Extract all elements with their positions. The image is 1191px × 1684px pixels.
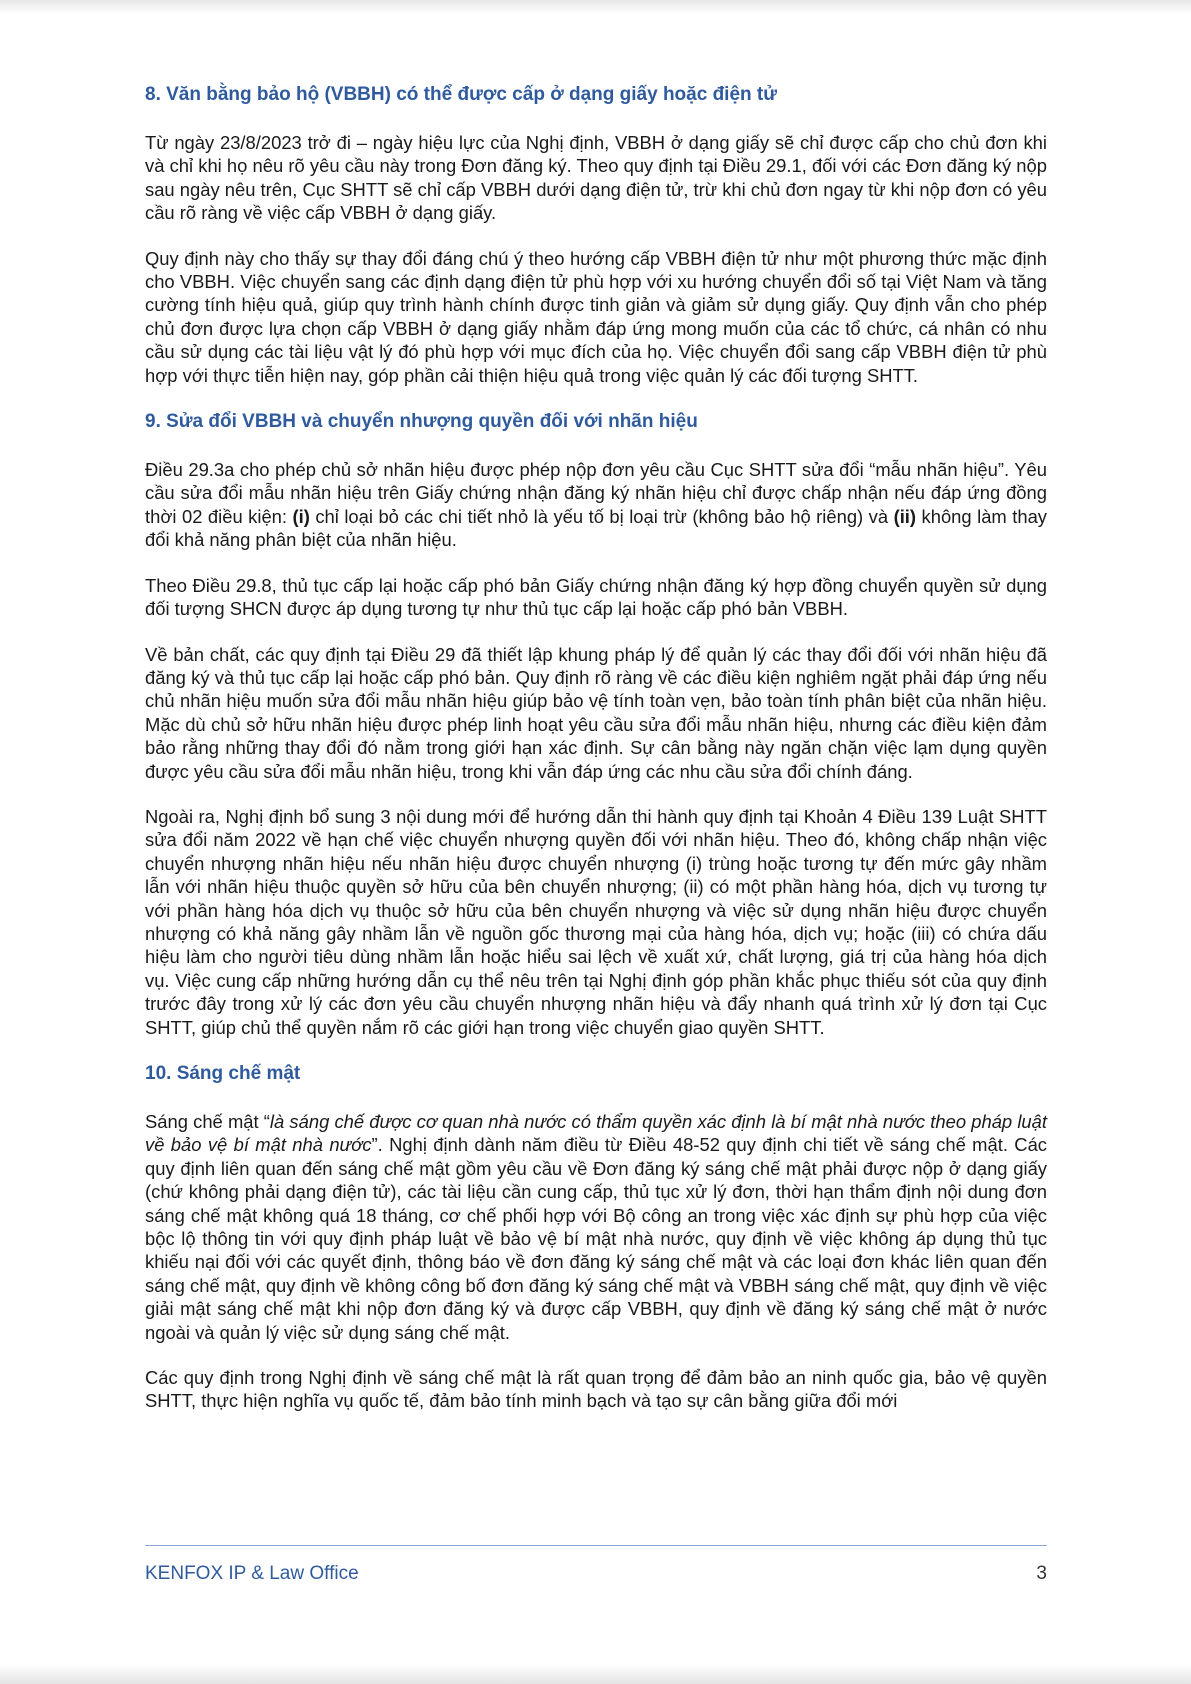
section-9-p1-text-c: chỉ loại bỏ các chi tiết nhỏ là yếu tố bị loại trừ (không bảo hộ riêng) và (309, 505, 894, 527)
section-10-paragraph-1 (145, 1110, 1047, 1344)
section-9-paragraph-3: Về bản chất, các quy định tại Điều 29 đã thiết lập khung pháp lý để quản lý các thay đổi đối với nhãn hiệu đã đăng ký và thủ tục cấp lại hoặc cấp phó bản. Quy định rõ ràng về các điều kiện nghiêm ngặt phải đáp ứng nếu chủ nhãn hiệu muốn sửa đổi mẫu nhãn hiệu giúp bảo vệ tính toàn vẹn, bảo toàn tính phân biệt của nhãn hiệu. Mặc dù chủ sở hữu nhãn hiệu được phép linh hoạt yêu cầu sửa đổi mẫu nhãn hiệu, nhưng các điều kiện đảm bảo rằng những thay đổi đó nằm trong giới hạn xác định. Sự cân bằng này ngăn chặn việc lạm dụng quyền được yêu cầu sửa đổi mẫu nhãn hiệu, trong khi vẫn đáp ứng các nhu cầu sửa đổi chính đáng. (145, 643, 1047, 782)
page-bottom-shadow (0, 1664, 1191, 1684)
section-10-p1-italic-definition: là sáng chế được cơ quan nhà nước có thẩm quyền xác định là bí mật nhà nước theo pháp luật về bảo vệ bí mật nhà nước (145, 1111, 1047, 1156)
section-8-heading: 8. Văn bằng bảo hộ (VBBH) có thể được cấp ở dạng giấy hoặc điện tử (145, 84, 777, 105)
section-9-p1-bold-i: (i) (292, 505, 310, 527)
section-9-p1-text-a: Điều 29.3a cho phép chủ sở nhãn hiệu được phép nộp đơn yêu cầu Cục SHTT sửa đổi “mẫu nhãn hiệu”. Yêu cầu sửa đổi mẫu nhãn hiệu trên Giấy chứng nhận đăng ký nhãn hiệu chỉ được chấp nhận nếu đáp ứng đồng thời 02 điều kiện: (145, 459, 1047, 527)
section-9-paragraph-1 (145, 458, 1047, 552)
footer-company-name: KENFOX IP & Law Office (145, 1563, 359, 1584)
footer-divider (145, 1545, 1047, 1546)
page-top-shadow (0, 0, 1191, 14)
section-9-p1-bold-ii: (ii) (893, 505, 917, 527)
section-9-paragraph-2: Theo Điều 29.8, thủ tục cấp lại hoặc cấp phó bản Giấy chứng nhận đăng ký hợp đồng chuyển quyền sử dụng đối tượng SHCN được áp dụng tương tự như thủ tục cấp lại hoặc cấp phó bản VBBH. (145, 574, 1047, 620)
section-8-paragraph-1: Từ ngày 23/8/2023 trở đi – ngày hiệu lực của Nghị định, VBBH ở dạng giấy sẽ chỉ được cấp cho chủ đơn khi và chỉ khi họ nêu rõ yêu cầu này trong Đơn đăng ký. Theo quy định tại Điều 29.1, đối với các Đơn đăng ký nộp sau ngày nêu trên, Cục SHTT sẽ chỉ cấp VBBH dưới dạng điện tử, trừ khi chủ đơn ngay từ khi nộp đơn có yêu cầu rõ ràng về việc cấp VBBH ở dạng giấy. (145, 132, 1047, 224)
footer-page-number: 3 (1036, 1563, 1047, 1584)
section-10-paragraph-2: Các quy định trong Nghị định về sáng chế mật là rất quan trọng để đảm bảo an ninh quốc gia, bảo vệ quyền SHTT, thực hiện nghĩa vụ quốc tế, đảm bảo tính minh bạch và tạo sự cân bằng giữa đổi mới (145, 1367, 1047, 1412)
section-10-heading: 10. Sáng chế mật (145, 1063, 301, 1084)
section-9-p1-text-e: không làm thay đổi khả năng phân biệt của nhãn hiệu. (145, 505, 1047, 551)
section-9-heading: 9. Sửa đổi VBBH và chuyển nhượng quyền đối với nhãn hiệu (145, 411, 698, 433)
page-content (145, 82, 1047, 1435)
section-8-paragraph-2: Quy định này cho thấy sự thay đổi đáng chú ý theo hướng cấp VBBH điện tử như một phương thức mặc định cho VBBH. Việc chuyển sang các định dạng điện tử phù hợp với xu hướng chuyển đổi số tại Việt Nam và tăng cường tính hiệu quả, giúp quy trình hành chính được tinh giản và giảm sử dụng giấy. Quy định vẫn cho phép chủ đơn được lựa chọn cấp VBBH ở dạng giấy nhằm đáp ứng mong muốn của các tổ chức, cá nhân có nhu cầu sử dụng các tài liệu vật lý đó phù hợp với mục đích của họ. Việc chuyển đổi sang cấp VBBH điện tử phù hợp với thực tiễn hiện nay, góp phần cải thiện hiệu quả trong việc quản lý các đối tượng SHTT. (145, 247, 1047, 386)
section-10-p1-text-c: ”. Nghị định dành năm điều từ Điều 48-52 quy định chi tiết về sáng chế mật. Các quy định liên quan đến sáng chế mật gồm yêu cầu về Đơn đăng ký sáng chế mật phải được nộp ở dạng giấy (chứ không phải dạng điện tử), các tài liệu cần cung cấp, thủ tục xử lý đơn, thời hạn thẩm định nội dung đơn sáng chế mật không quá 18 tháng, cơ chế phối hợp với Bộ công an trong việc xác định sự phù hợp của việc bộc lộ thông tin với quy định pháp luật về bảo vệ bí mật nhà nước, quy định về việc không áp dụng thủ tục khiếu nại đối với các quyết định, thông báo về đơn đăng ký sáng chế mật và các loại đơn khác liên quan đến sáng chế mật, quy định về không công bố đơn đăng ký sáng chế mật và VBBH sáng chế mật, quy định về việc giải mật sáng chế mật khi nộp đơn đăng ký và được cấp VBBH, quy định về đăng ký sáng chế mật ở nước ngoài và quản lý việc sử dụng sáng chế mật. (145, 1134, 1047, 1343)
section-9-paragraph-4: Ngoài ra, Nghị định bổ sung 3 nội dung mới để hướng dẫn thi hành quy định tại Khoản 4 Điều 139 Luật SHTT sửa đổi năm 2022 về hạn chế việc chuyển nhượng quyền đối với nhãn hiệu. Theo đó, không chấp nhận việc chuyển nhượng nhãn hiệu nếu nhãn hiệu được chuyển nhượng (i) trùng hoặc tương tự đến mức gây nhầm lẫn với nhãn hiệu thuộc quyền sở hữu của bên chuyển nhượng; (ii) có một phần hàng hóa, dịch vụ tương tự với phần hàng hóa dịch vụ thuộc sở hữu của bên chuyển nhượng và việc sử dụng nhãn hiệu được chuyển nhượng có khả năng gây nhầm lẫn về nguồn gốc thương mại của hàng hóa, dịch vụ; hoặc (iii) có chứa dấu hiệu làm cho người tiêu dùng nhầm lẫn hoặc hiểu sai lệch về xuất xứ, chất lượng, giá trị của hàng hóa dịch vụ. Việc cung cấp những hướng dẫn cụ thể nêu trên tại Nghị định góp phần khắc phục thiếu sót của quy định trước đây trong xử lý các đơn yêu cầu chuyển nhượng nhãn hiệu và đẩy nhanh quá trình xử lý đơn tại Cục SHTT, giúp chủ thể quyền nắm rõ các giới hạn trong việc chuyển giao quyền SHTT. (145, 805, 1047, 1038)
section-10-p1-text-a: Sáng chế mật “ (145, 1111, 270, 1132)
